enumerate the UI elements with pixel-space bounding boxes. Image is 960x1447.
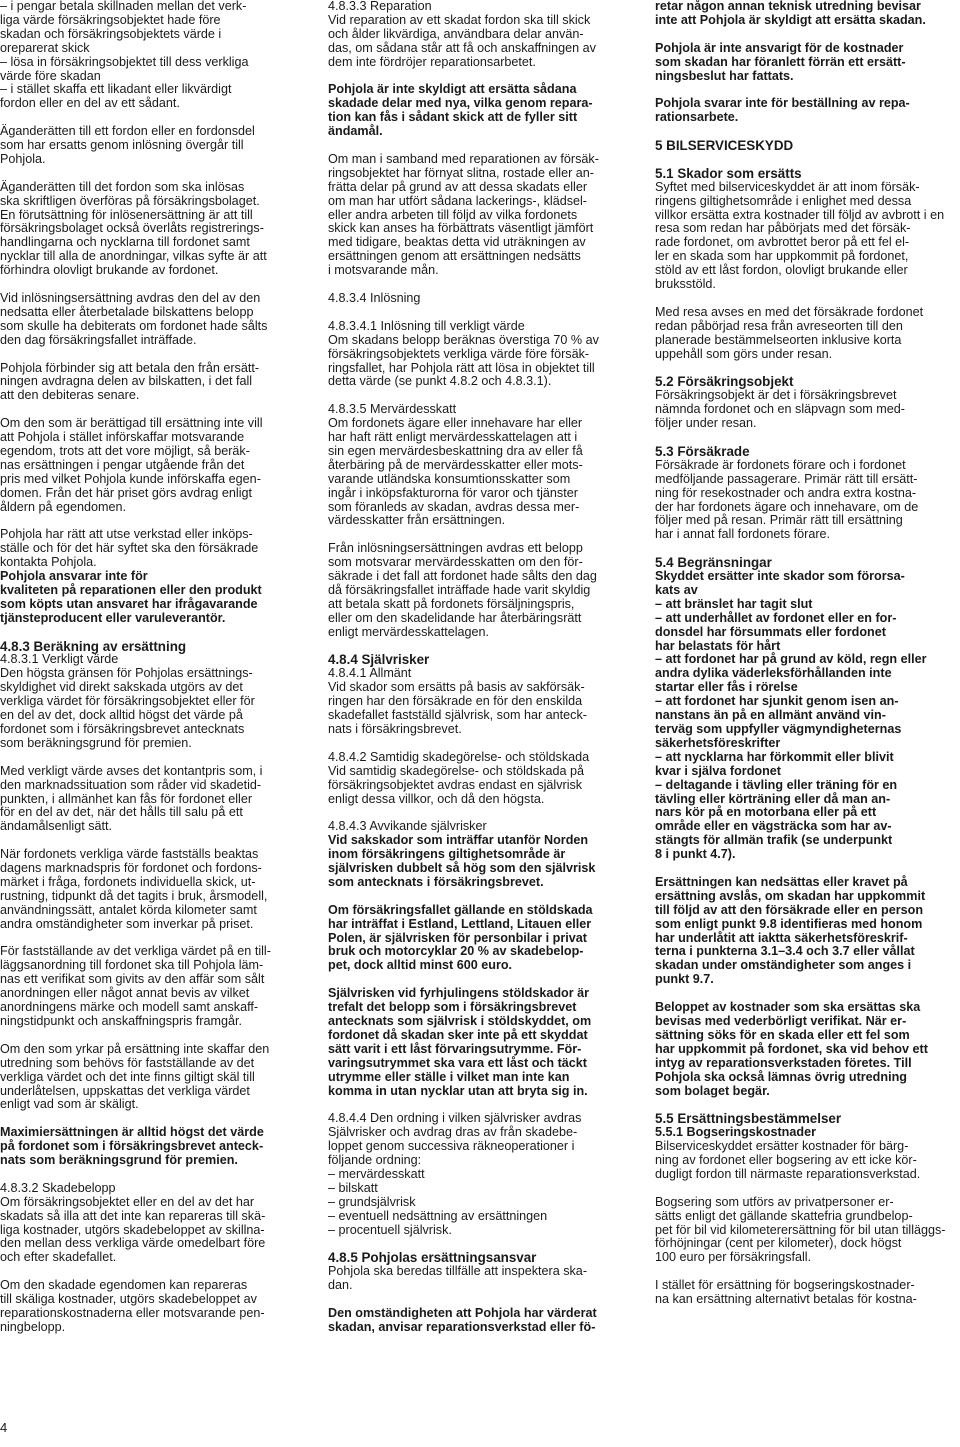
text-line: Skyddet ersätter inte skador som förorsa- — [655, 569, 905, 584]
text-line: skyldighet vid direkt sakskada utgörs av det — [0, 680, 243, 695]
text-line: nars kör på en motorbana eller på ett — [655, 805, 877, 820]
text-line: pet, dock alltid minst 600 euro. — [328, 958, 513, 973]
text-line: na kan ersättning alternativt betalas för kostna- — [655, 1292, 917, 1307]
text-line: förhöjningar (cent per kilometer), dock högst — [655, 1236, 902, 1251]
text-line: då försäkringsfallet inträffade hade varit skyldig — [328, 582, 591, 597]
text-line: pris med vilket Pohjola kunde införskaffa egen- — [0, 471, 261, 486]
text-line: Pohjola förbinder sig att betala den från ersätt- — [0, 360, 260, 375]
text-line: terna i punkterna 3.1–3.4 och 3.7 eller vållat — [655, 944, 915, 959]
text-line: varingsutrymmet ska vara ett låst och täckt — [328, 1055, 587, 1070]
text-line: ändamål. — [328, 124, 383, 139]
text-line: Pohjola är inte skyldigt att ersätta sådana — [328, 82, 577, 97]
text-line: punkt 9.7. — [655, 972, 714, 987]
paragraph — [0, 848, 306, 931]
text-line: förhindra olovligt brukande av fordonet. — [0, 263, 219, 278]
text-line: Beloppet av kostnader som ska ersättas ska — [655, 1000, 921, 1015]
text-line: utrymme eller ställe i vilket man inte kan — [328, 1069, 570, 1084]
text-line: anordningen eller något annat bevis av vilket — [0, 986, 250, 1001]
text-line: som skadan har föranlett förrän ett ersätt- — [655, 54, 906, 69]
text-line: frätta delar på grund av att dessa skadats eller — [328, 179, 588, 194]
text-line: försäkringsobjektets verkliga värde före försäk- — [328, 346, 590, 361]
text-line: egendom, trots att det vore möjligt, så beräk- — [0, 443, 250, 458]
text-line: utredning som behövs för fastställande av det — [0, 1055, 255, 1070]
text-line: område eller en vägsträcka som har av- — [655, 819, 892, 834]
text-line: ningen avdragna delen av bilskatten, i det fall — [0, 374, 253, 389]
text-line: kvaliteten på reparationen eller den produkt — [0, 582, 262, 597]
text-line: 4.8.4.3 Avvikande självrisker — [328, 819, 487, 834]
text-line: redan påbörjad resa från avreseorten till den — [655, 318, 903, 333]
text-line: medföljande passagerare. Primär rätt till ersätt- — [655, 471, 918, 486]
text-line: ler en skada som har uppkommit på fordonet, — [655, 249, 909, 264]
text-line: – att nycklarna har förkommit eller blivit — [655, 749, 894, 764]
column-right — [655, 0, 959, 1321]
text-line: verkliga värdet och det inte finns giltigt skäl till — [0, 1069, 255, 1084]
text-line: Självrisker och avdrag dras av från skadebe- — [328, 1125, 578, 1140]
text-line: eller andra arbeten till följd av vilka fordonets — [328, 207, 578, 222]
text-line: liga värde försäkringsobjektet hade före — [0, 12, 221, 27]
paragraph — [328, 820, 636, 890]
text-line: har uppkommit på fordonet, ska vid behov ett — [655, 1041, 928, 1056]
text-line: Om skadans belopp beräknas överstiga 70 % av — [328, 332, 599, 347]
text-line: kvar i själva fordonet — [655, 763, 781, 778]
text-line: nämnda fordonet och en släpvagn som med- — [655, 402, 905, 417]
text-line: ändamålsenligt sätt. — [0, 819, 113, 834]
text-line: nas ett verifikat som givits av den affär som sålt — [0, 972, 265, 987]
text-line: Polen, är självrisken för personbilar i privat — [328, 930, 587, 945]
text-line: reparationskostnaderna eller motsvarande pen- — [0, 1305, 265, 1320]
paragraph — [328, 153, 636, 278]
text-line: enligt dessa villkor, och då den högsta. — [328, 791, 545, 806]
paragraph — [0, 640, 306, 751]
text-line: som antecknats i försäkringsbrevet. — [328, 874, 544, 889]
text-line: Om den som yrkar på ersättning inte skaffar den — [0, 1041, 270, 1056]
text-line: Bogsering som utförs av privatpersoner er- — [655, 1194, 894, 1209]
text-line: handlingarna och nycklarna till fordonet samt — [0, 235, 250, 250]
text-line: För fastställande av det verkliga värdet på en till- — [0, 944, 271, 959]
text-line: 100 euro per försäkringsfall. — [655, 1250, 812, 1265]
text-line: Med resa avses en med det försäkrade fordonet — [655, 304, 924, 319]
text-line: ringsobjektet har förnyat slitna, rostade eller an- — [328, 165, 595, 180]
text-line: anordningens märke och modell samt anskaff- — [0, 1000, 259, 1015]
text-line: ska skriftligen överföras på försäkringsbolaget. — [0, 193, 260, 208]
text-line: ersättning avslås, om skadan har uppkommit — [655, 888, 926, 903]
paragraph — [655, 97, 959, 125]
text-line: en del av det, dock alltid högst det värde på — [0, 708, 243, 723]
text-line: varande utländska konsumtionsskatter som — [328, 471, 571, 486]
text-line: värde före skadan — [0, 68, 101, 83]
text-line: till skäliga kostnader, utgörs skadebeloppet av — [0, 1292, 257, 1307]
paragraph — [655, 306, 959, 362]
text-line: skadefallet fastställd självrisk, som har anteck- — [328, 708, 587, 723]
paragraph — [0, 1126, 306, 1168]
paragraph — [0, 0, 306, 111]
text-line: Den högsta gränsen för Pohjolas ersättnings- — [0, 666, 253, 681]
paragraph — [655, 0, 959, 28]
text-line: 5.5.1 Bogseringskostnader — [655, 1125, 816, 1140]
text-line: Syftet med bilserviceskyddet är att inom försäk- — [655, 179, 920, 194]
text-line: med tidigare, beaktas detta vid uträkningen av — [328, 235, 586, 250]
text-line: dem inte fördröjer reparationsarbetet. — [328, 54, 536, 69]
text-line: ningstidpunkt och anskaffningspris framgår. — [0, 1014, 242, 1028]
text-line: skadats så illa att det inte kan repareras till skä- — [0, 1208, 266, 1223]
text-line: följer med på resan. Primär rätt till ersättning — [655, 513, 903, 528]
paragraph — [328, 83, 636, 139]
paragraph — [0, 292, 306, 348]
text-line: underlåtelsen, uppskattas det verkliga värdet — [0, 1083, 250, 1098]
text-line: inte att Pohjola är skyldigt att ersätta skadan. — [655, 12, 926, 27]
paragraph — [655, 167, 959, 292]
text-line: 5.1 Skador som ersätts — [655, 165, 802, 181]
text-line: liga kostnader, utgörs skadebeloppet av skillna- — [0, 1222, 265, 1237]
text-line: loppet genom successiva räkneoperationer i — [328, 1139, 575, 1154]
text-line: har inträffat i Estland, Lettland, Litauen eller — [328, 916, 592, 931]
text-line: ningsbeslut har fattats. — [655, 68, 794, 83]
text-line: ersättningen genom att ersättningen nedsätts — [328, 249, 581, 264]
paragraph — [0, 945, 306, 1028]
text-line: ringens giltighetsområde i enlighet med dessa — [655, 193, 912, 208]
text-line: har underlåtit att iakttа säkerhetsföreskrif- — [655, 930, 908, 945]
text-line: och efter skadefallet. — [0, 1250, 117, 1265]
text-line: tion kan fås i sådant skick att de fyller sitt — [328, 110, 578, 125]
text-line: Pohjola ska beredas tillfälle att inspektera ska- — [328, 1264, 588, 1279]
text-line: 4.8.3.2 Skadebelopp — [0, 1180, 116, 1195]
text-line: ringsfallet, har Pohjola rätt att lösa in objektet till — [328, 360, 595, 375]
text-line: Om fordonets ägare eller innehavare har eller — [328, 416, 583, 431]
text-line: om man har utfört sådana lackerings-, klädsel- — [328, 193, 587, 208]
text-line: säkrade i det fall att fordonet hade sålts den dag — [328, 569, 597, 584]
text-line: Pohjola ansvarar inte för — [0, 569, 148, 584]
text-line: Självrisken vid fyrhjulingens stöldskador är — [328, 986, 590, 1001]
text-line: Om den skadade egendomen kan repareras — [0, 1278, 248, 1293]
text-line: för en del av det, när det hålls till salu på ett — [0, 805, 243, 820]
text-line: sin egen mervärdesbeskattning dra av eller få — [328, 443, 583, 458]
text-line: Maximiersättningen är alltid högst det värde — [0, 1125, 264, 1140]
text-line: – lösa in försäkringsobjektet till dess verkliga — [0, 54, 249, 69]
text-line: oreparerat skick — [0, 40, 90, 55]
text-line: försäkringsbolaget också överlåts registrerings- — [0, 221, 264, 236]
text-line: terväg som uppfyller vägmyndigheternas — [655, 722, 902, 736]
text-line: värdesskatter från ersättningen. — [328, 513, 506, 528]
text-line: Vid skador som ersätts på basis av sakförsäk- — [328, 680, 585, 695]
paragraph — [655, 1279, 959, 1307]
paragraph — [328, 751, 636, 807]
text-line: Vid inlösningsersättning avdras den del av den — [0, 290, 261, 305]
text-line: andra omständigheter som inverkar på priset. — [0, 916, 254, 931]
text-line: 4.8.3.5 Mervärdesskatt — [328, 402, 457, 417]
text-line: bruksstöld. — [655, 277, 716, 292]
text-line: donsdel har försummats eller fordonet — [655, 624, 886, 639]
text-line: Om den som är berättigad till ersättning inte vill — [0, 416, 263, 431]
text-line: sätts enligt det gällande skattefria grundbelop- — [655, 1208, 913, 1223]
text-line: Försäkringsobjekt är det i försäkringsbrevet — [655, 388, 897, 403]
paragraph — [655, 1112, 959, 1182]
paragraph — [328, 1307, 636, 1335]
text-line: att den debiteras senare. — [0, 388, 140, 403]
text-line: Från inlösningsersättningen avdras ett belopp — [328, 541, 583, 556]
text-line: verkliga värdet för försäkringsobjektet eller för — [0, 694, 255, 709]
text-line: som föranleds av skadan, avdras dessa mer- — [328, 499, 580, 514]
text-line: den mellan dess verkliga värde omedelbart före — [0, 1236, 266, 1251]
text-line: Vid sakskador som inträffar utanför Norden — [328, 833, 589, 848]
text-line: försäkringsobjektet avdras endast en självrisk — [328, 777, 583, 792]
paragraph — [0, 1279, 306, 1335]
text-line: Äganderätten till ett fordon eller en fordonsdel — [0, 124, 255, 139]
text-line: kontakta Pohjola. — [0, 555, 97, 570]
text-line: retar någon annan teknisk utredning bevisar — [655, 0, 921, 13]
text-line: som bolaget begär. — [655, 1083, 770, 1098]
text-line: startar eller fås i rörelse — [655, 680, 798, 695]
text-line: nedsatta eller återbetalade bilskattens belopp — [0, 304, 254, 319]
paragraph — [0, 125, 306, 167]
text-line: – att bränslet har tagit slut — [655, 596, 813, 611]
paragraph — [655, 1196, 959, 1266]
text-line: – grundsjälvrisk — [328, 1194, 416, 1209]
text-line: nycklar till alla de anordningar, vilkas syfte är att — [0, 249, 267, 264]
paragraph — [328, 542, 636, 639]
text-line: fordonet som i försäkringsbrevet antecknats — [0, 722, 245, 737]
text-line: resa som redan har påbörjats med det försäk- — [655, 221, 911, 236]
text-line: das, om sådana står att få och anskaffningen av — [328, 40, 596, 55]
text-line: kats av — [655, 582, 698, 597]
text-line: säkerhetsföreskrifter — [655, 735, 781, 750]
text-line: – i stället skaffa ett likadant eller likvärdigt — [0, 82, 232, 97]
text-line: Vid reparation av ett skadat fordon ska till skick — [328, 12, 591, 27]
text-line: uppehåll som görs under resan. — [655, 346, 833, 361]
text-line: En förutsättning för inlösenersättning är att till — [0, 207, 253, 222]
text-line: bruk och motorcyklar 20 % av skadebelop- — [328, 944, 584, 959]
text-line: läggsanordning till fordonet ska till Pohjola läm- — [0, 958, 264, 973]
text-line: har i annat fall fordonets förare. — [655, 527, 831, 542]
text-line: rationsarbete. — [655, 110, 739, 125]
text-line: 4.8.4.4 Den ordning i vilken självrisker avdras — [328, 1111, 582, 1126]
text-line: skadan, anvisar reparationsverkstad eller fö- — [328, 1319, 596, 1334]
text-line: fordon eller en del av ett sådant. — [0, 96, 180, 111]
text-line: 5.2 Försäkringsobjekt — [655, 374, 794, 390]
text-line: inom försäkringens giltighetsområde är — [328, 847, 566, 862]
paragraph — [655, 42, 959, 84]
text-line: andra dylika väderleksförhållanden inte — [655, 666, 892, 681]
text-line: som köpts utan ansvaret har ifrågavarande — [0, 596, 258, 611]
text-line: Om man i samband med reparationen av försäk- — [328, 151, 599, 166]
text-line: den dag försäkringsfallet inträffade. — [0, 332, 197, 347]
text-line: åldern på egendomen. — [0, 499, 127, 514]
text-line: 5.4 Begränsningar — [655, 555, 772, 571]
text-line: – mervärdesskatt — [328, 1166, 425, 1181]
text-line: trefalt det belopp som i försäkringsbrevet — [328, 1000, 577, 1015]
text-line: ingår i inköpsfakturorna för varor och tjänster — [328, 485, 578, 500]
paragraph — [328, 653, 636, 736]
text-line: skadan under omständigheter som anges i — [655, 958, 912, 973]
text-line: Försäkrade är fordonets förare och i fordonet — [655, 457, 906, 472]
text-line: som beräkningsgrund för premien. — [0, 735, 192, 750]
text-line: Pohjola ska också lämnas övrig utredning — [655, 1069, 907, 1084]
text-line: – eventuell nedsättning av ersättningen — [328, 1208, 548, 1223]
text-line: eller om den skadelidande har återbäringsrätt — [328, 610, 582, 625]
text-line: I stället för ersättning för bogseringskostnader- — [655, 1278, 915, 1293]
text-line: skadade delar med nya, vilka genom repara- — [328, 96, 593, 111]
paragraph — [0, 528, 306, 625]
text-line: användningssätt, antalet körda kilometer samt — [0, 902, 257, 917]
text-line: sätt varit i ett låst förvaringsutrymme. För- — [328, 1041, 582, 1056]
text-line: 4.8.3.4.1 Inlösning till verkligt värde — [328, 318, 525, 333]
text-line: 4.8.5 Pohjolas ersättningsansvar — [328, 1250, 537, 1266]
text-line: har belastats för hårt — [655, 638, 781, 653]
text-line: skadan och försäkringsobjektets värde i — [0, 26, 222, 41]
page-number: 4 — [0, 1420, 8, 1435]
text-line: tävling eller körträning eller då man an- — [655, 791, 891, 806]
text-line: som enligt punkt 9.8 identifieras med honom — [655, 916, 923, 931]
text-line: dan. — [328, 1278, 353, 1293]
paragraph — [328, 0, 636, 70]
text-line: tjänsteproducent eller varuleverantör. — [0, 610, 226, 625]
text-line: Pohjola har rätt att utse verkstad eller inköps- — [0, 527, 253, 542]
text-line: Med verkligt värde avses det kontantpris som, i — [0, 763, 263, 778]
paragraph — [655, 876, 959, 987]
column-left — [0, 0, 306, 1349]
text-line: 4.8.4.1 Allmänt — [328, 666, 412, 681]
text-line: följer under resan. — [655, 416, 757, 431]
text-line: Bilserviceskyddet ersätter kostnader för bärg- — [655, 1139, 909, 1154]
text-line: stöld av ett låst fordon, olovligt brukande eller — [655, 263, 908, 278]
text-line: ning av fordonet eller bogsering av ett icke kör- — [655, 1153, 917, 1168]
text-line: rade fordonet, om avbrottet beror på ett fel el- — [655, 235, 910, 250]
text-line: – att fordonet har sjunkit genom isen an- — [655, 694, 899, 709]
text-line: fordonet då skadan sker inte på ett skyddat — [328, 1027, 588, 1042]
text-line: Pohjola är inte ansvarigt för de kostnader — [655, 40, 904, 55]
paragraph — [0, 1182, 306, 1265]
paragraph — [328, 1112, 636, 1237]
text-line: 5.5 Ersättningsbestämmelser — [655, 1111, 842, 1127]
text-line: antecknats som självrisk i stöldskyddet, om — [328, 1013, 592, 1028]
text-line: – deltagande i tävling eller träning för en — [655, 777, 898, 792]
paragraph — [655, 139, 959, 153]
text-line: ningbelopp. — [0, 1319, 66, 1334]
text-line: enligt mervärdesskattelagen. — [328, 624, 490, 639]
text-line: stängts för allmän trafik (se underpunkt — [655, 833, 893, 848]
text-line: ställe och för det här syftet ska den försäkrade — [0, 541, 259, 556]
paragraph — [328, 1251, 636, 1293]
text-line: Äganderätten till det fordon som ska inlösas — [0, 179, 245, 194]
paragraph — [328, 904, 636, 974]
text-line: i motsvarande mån. — [328, 263, 439, 278]
text-line: nats som beräkningsgrund för premien. — [0, 1153, 238, 1168]
text-line: 5.3 Försäkrade — [655, 443, 750, 459]
text-line: bevisas med vederbörligt verifikat. När er- — [655, 1014, 907, 1028]
text-line: som har ersatts genom inlösning övergår till — [0, 138, 244, 153]
text-line: – i pengar betala skillnaden mellan det verk- — [0, 0, 247, 13]
paragraph — [655, 556, 959, 862]
text-line: – att fordonet har på grund av köld, regn eller — [655, 652, 927, 667]
text-line: 4.8.3 Beräkning av ersättning — [0, 638, 187, 654]
text-line: punkten, i allmänhet kan fås för fordonet eller — [0, 791, 253, 806]
text-line: 4.8.3.3 Reparation — [328, 0, 432, 13]
text-line: följande ordning: — [328, 1153, 422, 1168]
text-line: Vid samtidig skadegörelse- och stöldskada på — [328, 763, 584, 778]
paragraph — [0, 181, 306, 278]
text-line: Ersättningen kan nedsättas eller kravet på — [655, 874, 908, 889]
text-line: 5 BILSERVICESKYDD — [655, 138, 794, 154]
text-line: intyg av reparationsverkstaden företes. Till — [655, 1055, 912, 1070]
text-line: 4.8.3.4 Inlösning — [328, 290, 421, 305]
text-line: villkor ersätta extra kostnader till följd av avbrott i en — [655, 207, 945, 222]
text-line: den marknadssituation som råder vid skadetid- — [0, 777, 262, 792]
text-line: som skulle ha debiterats om fordonet hade sålts — [0, 318, 268, 333]
text-line: ringen har den försäkrade en för den enskilda — [328, 694, 583, 709]
text-line: att Pohjola i stället införskaffar motsvarande — [0, 430, 245, 445]
text-line: till följd av att den försäkrade eller en person — [655, 902, 924, 917]
text-line: nats i försäkringsbrevet. — [328, 722, 462, 737]
text-line: 4.8.4.2 Samtidig skadegörelse- och stöldskada — [328, 749, 590, 764]
paragraph — [655, 445, 959, 542]
text-line: märket i fråga, fordonets individuella skick, ut- — [0, 874, 256, 889]
text-line: 4.8.3.1 Verkligt värde — [0, 652, 119, 667]
text-line: planerade bestämmelseorten inklusive korta — [655, 332, 902, 347]
text-line: Om försäkringsobjektet eller en del av det har — [0, 1194, 255, 1209]
text-line: – procentuell självrisk. — [328, 1222, 452, 1237]
text-line: har haft rätt enligt mervärdesskattelagen att i — [328, 430, 578, 445]
text-line: der har fordonets ägare och innehavare, om de — [655, 499, 919, 514]
paragraph — [655, 375, 959, 431]
text-line: pet för bil vid kilometerersättning för bil utan tilläggs- — [655, 1222, 946, 1237]
text-line: och ålder likvärdiga, användbara delar använ- — [328, 26, 584, 41]
text-line: 8 i punkt 4.7). — [655, 847, 736, 862]
text-line: dugligt fordon till närmaste reparationsverkstad. — [655, 1166, 921, 1181]
text-line: domen. Från det här priset görs avdrag enligt — [0, 485, 253, 500]
paragraph — [0, 417, 306, 514]
paragraph — [0, 1043, 306, 1113]
text-line: När fordonets verkliga värde fastställs beaktas — [0, 847, 259, 862]
text-line: Pohjola svarar inte för beställning av repa- — [655, 96, 910, 111]
text-line: Den omständigheten att Pohjola har värderat — [328, 1305, 597, 1320]
text-line: självrisken dubbelt så hög som den självrisk — [328, 861, 596, 876]
text-line: nas ersättningen i pengar utgående från det — [0, 457, 245, 472]
text-line: på fordonet som i försäkringsbrevet anteck- — [0, 1139, 264, 1154]
text-line: 4.8.4 Självrisker — [328, 652, 430, 668]
paragraph — [328, 320, 636, 390]
text-line: ning för resekostnader och andra extra kostna- — [655, 485, 917, 500]
text-line: detta värde (se punkt 4.8.2 och 4.8.3.1). — [328, 374, 552, 389]
text-line: nanstans än på en allmänt använd vin- — [655, 708, 886, 723]
paragraph — [328, 987, 636, 1098]
text-line: skick kan anses ha förbättrats väsentligt jämfört — [328, 221, 594, 236]
paragraph — [0, 765, 306, 835]
text-line: att betala skatt på fordonets försäljningspris, — [328, 596, 575, 611]
paragraph — [655, 1001, 959, 1098]
paragraph — [328, 292, 636, 306]
text-line: Pohjola. — [0, 151, 46, 166]
paragraph — [0, 362, 306, 404]
text-line: återbäring på de mervärdesskatter eller mots- — [328, 457, 583, 472]
text-line: rustning, tidpunkt då det tagits i bruk, årsmodell, — [0, 888, 268, 903]
text-line: dagens marknadspris för fordonet och fordons- — [0, 861, 262, 876]
text-line: komma in utan nycklar utan att bryta sig in. — [328, 1083, 588, 1098]
text-line: Om försäkringsfallet gällande en stöldskada — [328, 902, 593, 917]
text-line: som motsvarar mervärdesskatten om den för- — [328, 555, 583, 570]
paragraph — [328, 403, 636, 528]
text-line: sättning söks för en skada eller ett fel som — [655, 1027, 910, 1042]
text-line: – att underhållet av fordonet eller en for- — [655, 610, 897, 625]
text-line: enligt vad som är skäligt. — [0, 1097, 139, 1112]
column-middle — [328, 0, 636, 1349]
text-line: – bilskatt — [328, 1180, 378, 1195]
